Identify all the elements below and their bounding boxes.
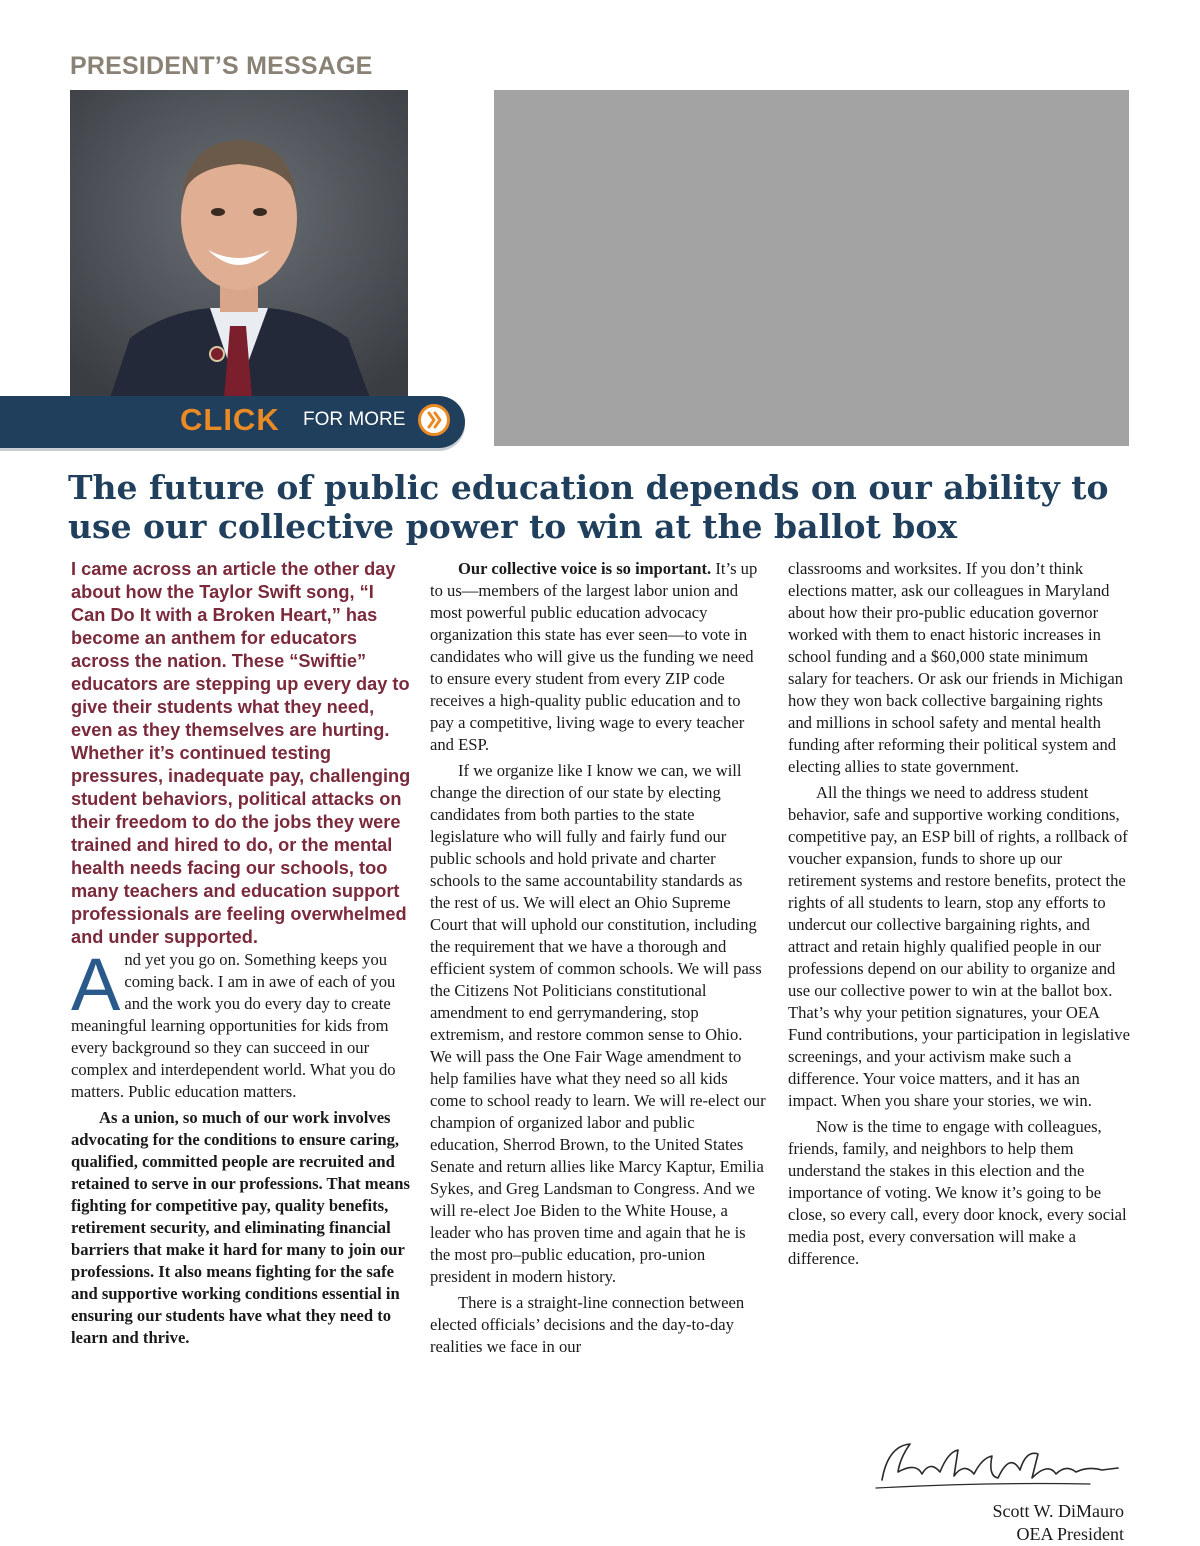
video-player-placeholder[interactable] bbox=[494, 90, 1129, 446]
article-column-3 bbox=[788, 558, 1130, 1270]
emphasis-lead: Our collective voice is so important. bbox=[458, 559, 712, 578]
signoff-title: OEA President bbox=[1016, 1524, 1124, 1544]
section-label-bold: PRESIDENT’S bbox=[70, 52, 239, 80]
body-paragraph-continued: classrooms and worksites. If you don’t think elections matter, ask our colleagues in Maryland about how their pro-public education governor worked with them to enact historic increases in school funding and a $60,000 state minimum salary for teachers. Or ask our friends in Michigan how they won back collective bargaining rights and millions in school safety and mental health funding after reforming their political system and electing allies to state government. bbox=[788, 559, 1123, 776]
article-column-1 bbox=[71, 558, 413, 1349]
body-paragraph: Now is the time to engage with colleagues, friends, family, and neighbors to help them understand the stakes in this election and the importance of voting. We know it’s going to be close, so every call, every door knock, every social media post, every conversation will make a difference. bbox=[788, 1117, 1127, 1268]
body-paragraph bbox=[430, 558, 766, 756]
body-paragraph bbox=[71, 943, 413, 1103]
body-paragraph: All the things we need to address student behavior, safe and supportive working conditions, competitive pay, an ESP bill of rights, a rollback of voucher expansion, funds to shore up our retirement systems and restore benefits, protect the rights of all students to learn, stop any efforts to undercut our collective bargaining rights, and attract and retain highly qualified people in our professions depend on our ability to organize and use our collective power to win at the ballot box. That’s why your petition signatures, your OEA Fund contributions, your participation in legislative screenings, and your activism make such a difference. Your voice matters, and it has an impact. When you share your stories, we win. bbox=[788, 783, 1130, 1110]
chevron-right-circle-icon bbox=[418, 404, 450, 436]
president-portrait bbox=[70, 90, 408, 398]
body-text: It’s up to us—members of the largest labor union and most powerful public education advocacy organization this state has ever seen—to vote in candidates who will give us the funding we need to ensure every student from every ZIP code receives a high-quality public education and to pay a competitive, living wage to every teacher and ESP. bbox=[430, 559, 758, 754]
click-label: CLICK bbox=[180, 402, 280, 437]
handwritten-signature bbox=[870, 1432, 1130, 1502]
body-paragraph: If we organize like I know we can, we will change the direction of our state by electing candidates from both parties to the state legislature who will fully and fairly fund our public schools and hold private and charter schools to the same accountability standards as the rest of us. We will elect an Ohio Supreme Court that will uphold our constitution, including the requirement that we have a thorough and efficient system of common schools. We will pass the Citizens Not Politicians constitutional amendment to end gerrymandering, stop extremism, and restore common sense to Ohio. We will pass the One Fair Wage amendment to help families have what they need so all kids come to school ready to learn. We will re-elect our champion of organized labor and public education, Sherrod Brown, to the United States Senate and return allies like Marcy Kaptur, Emilia Sykes, and Greg Landsman to Congress. And we will re-elect Joe Biden to the White House, a leader who has proven time and again that he is the most pro–public education, pro-union president in modern history. bbox=[430, 761, 766, 1286]
body-paragraph-bold: As a union, so much of our work involves advocating for the conditions to ensure caring, qualified, committed people are recruited and retained to serve in our professions. That means fighting for competitive pay, quality benefits, retirement security, and eliminating financial barriers that make it hard for many to join our professions. It also means fighting for the safe and supportive working conditions essential in ensuring our students have what they need to learn and thrive. bbox=[71, 1108, 410, 1347]
drop-cap: A bbox=[71, 943, 121, 1026]
article-headline: The future of public education depends on our ability to use our collective power to win at the ballot box bbox=[68, 468, 1109, 546]
section-label bbox=[70, 52, 373, 81]
body-text: nd yet you go on. Something keeps you coming back. I am in awe of each of you and the work you do every day to create meaningful learning opportunities for kids from every background so they can succeed in our complex and interdependent world. What you do matters. Public education matters. bbox=[71, 950, 396, 1101]
body-paragraph: There is a straight-line connection between elected officials’ decisions and the day-to-day realities we face in our bbox=[430, 1293, 745, 1356]
article-column-2 bbox=[430, 558, 766, 1358]
lead-paragraph: I came across an article the other day about how the Taylor Swift song, “I Can Do It with a Broken Heart,” has become an anthem for educators across the nation. These “Swiftie” educators are stepping up every day to give their students what they need, even as they themselves are hurting. Whether it’s continued testing pressures, inadequate pay, challenging student behaviors, political attacks on their freedom to do the jobs they were trained and hired to do, or the mental health needs facing our schools, too many teachers and education support professionals are feeling overwhelmed and under supported. bbox=[71, 559, 411, 947]
signoff-name: Scott W. DiMauro bbox=[992, 1501, 1124, 1521]
section-label-light: MESSAGE bbox=[246, 52, 373, 80]
click-for-more-button[interactable] bbox=[0, 396, 465, 448]
for-more-label: FOR MORE bbox=[303, 409, 406, 430]
